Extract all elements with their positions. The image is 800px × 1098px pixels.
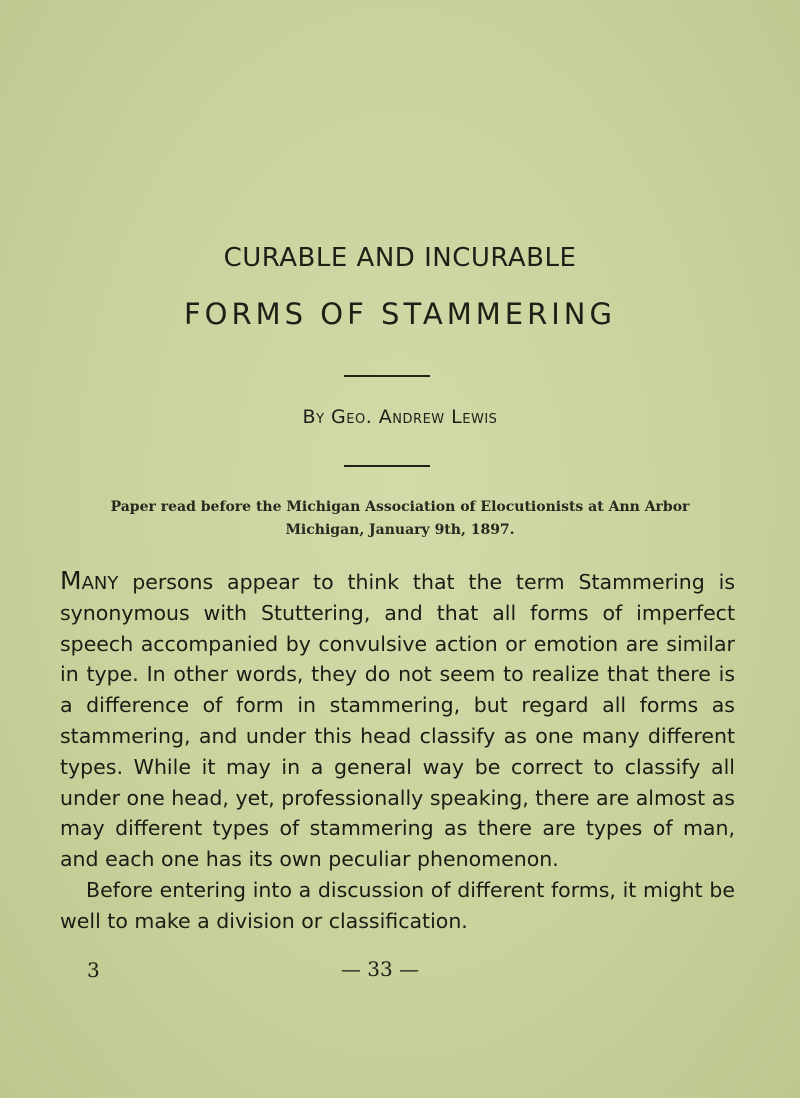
divider-rule-top [344,375,430,377]
paragraph-1-text: persons appear to think that the term Stammering is synonymous with Stuttering, and that all forms of imperfect speech accompanied by convulsive action or emotion are similar in type. In other words, they do not seem to realize that there is a difference of form in stammering, but regard all forms as stammering, and under this head classify as one many different types. While it may in a general way be correct to classify all under one head, yet, professionally speaking, there are almost as may different types of stammering as there are types of man, and each one has its own peculiar phenomenon. [60,570,735,872]
body-text [60,566,735,937]
paragraph-2: Before entering into a discussion of different forms, it might be well to make a division or classification. [60,877,735,933]
divider-rule-bottom [344,465,430,467]
paragraph-1 [60,566,735,875]
signature-mark: 3 [87,958,100,982]
presentation-note [0,496,800,542]
lead-word: Many [60,566,119,595]
title-line-1: CURABLE AND INCURABLE [223,243,577,273]
note-line-1: Paper read before the Michigan Association of Elocutionists at Ann Arbor [110,499,690,515]
author-byline: By Geo. Andrew Lewis [302,406,498,428]
title-line-2: FORMS OF STAMMERING [184,297,616,331]
page-number: — 33 — [340,957,420,981]
note-line-2: Michigan, January 9th, 1897. [285,522,515,538]
